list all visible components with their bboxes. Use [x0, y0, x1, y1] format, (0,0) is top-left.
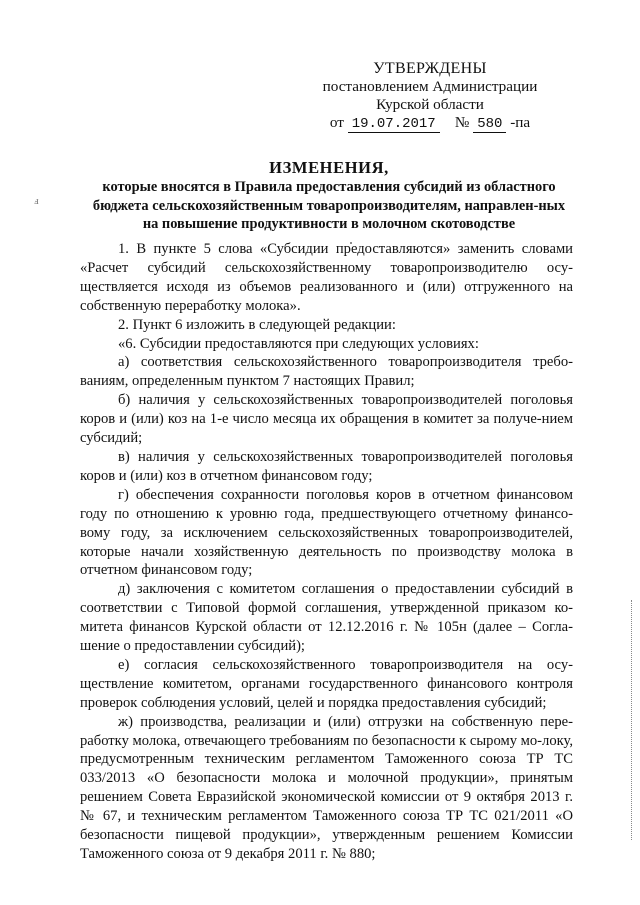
approval-from-label: от — [329, 114, 344, 131]
approval-region: Курской области — [376, 96, 484, 113]
paragraph: «6. Субсидии предоставляются при следующих условиях: — [118, 335, 479, 352]
approval-date: 19.07.2017 — [348, 116, 440, 133]
paragraph: б) наличия у сельскохозяйственных товаропроизводителей поголовья коров и (или) коз на 1-е число месяца их обращения в комитет за получе-нием субсидий; — [80, 392, 573, 447]
document-title — [84, 158, 574, 234]
approval-number-label: № — [454, 114, 470, 131]
approval-stamp — [300, 60, 560, 133]
paragraph: 2. Пункт 6 изложить в следующей редакции: — [118, 316, 396, 333]
scan-edge-mark — [631, 600, 634, 840]
approval-suffix: -па — [510, 114, 531, 131]
approval-heading: УТВЕРЖДЕНЫ — [373, 60, 487, 77]
paragraph: д) заключения с комитетом соглашения о предоставлении субсидий в соответствии с Типовой формой соглашения, утвержденной приказом ко-митета финансов Курской области от 12.12.2016 г. № 105н (далее – Согла-шение о предоставлении субсидий); — [80, 581, 573, 655]
paragraph: а) соответствия сельскохозяйственного товаропроизводителя требо-ваниям, определенным пунктом 7 настоящих Правил; — [80, 354, 573, 390]
paragraph: 1. В пункте 5 слова «Субсидии предоставляются» заменить словами «Расчет субсидий сельскохозяйственному товаропроизводителю осу-ществляется исходя из объемов реализованного и (или) отгруженного на собственную переработку молока». — [80, 241, 573, 314]
title-subtitle: которые вносятся в Правила предоставления субсидий из областного бюджета сельскохозяйственным товаропроизводителям, направлен-ных на повышение продуктивности в молочном скотоводстве — [92, 179, 566, 232]
approval-number: 580 — [473, 116, 506, 133]
paragraph: г) обеспечения сохранности поголовья коров в отчетном финансовом году по отношению к уровню года, предшествующего отчетному финансо-вому году, за исключением сельскохозяйственных товаропроизводителей, которые начали хозяйственную деятельность по производству молока в отчетном финансовом году; — [80, 486, 573, 579]
approval-authority: постановлением Администрации — [322, 78, 538, 95]
paragraph: е) согласия сельскохозяйственного товаропроизводителя на осу-ществление комитетом, органами государственного финансового контроля проверок соблюдения условий, целей и порядка предоставления субсидий; — [80, 656, 573, 711]
approval-date-line — [300, 114, 560, 133]
paragraph: в) наличия у сельскохозяйственных товаропроизводителей поголовья коров и (или) коз в отчетном финансовом году; — [80, 448, 573, 484]
document-body — [80, 240, 573, 864]
title-main: ИЗМЕНЕНИЯ, — [269, 158, 389, 177]
paragraph: ж) производства, реализации и (или) отгрузки на собственную пере-работку молока, отвечающего требованиям по безопасности к сырому мо-локу, предусмотренным техническим регламентом Таможенного союза ТР ТС 033/2013 «О безопасности молока и молочной продукции», принятым решением Совета Евразийской экономической комиссии от 9 октября 2013 г. № 67, и техническим регламентом Таможенного союза ТР ТС 021/2011 «О безопасности пищевой продукции», утвержденным решением Комиссии Таможенного союза от 9 декабря 2011 г. № 880; — [80, 713, 573, 862]
margin-mark: ⅎ — [34, 195, 39, 207]
